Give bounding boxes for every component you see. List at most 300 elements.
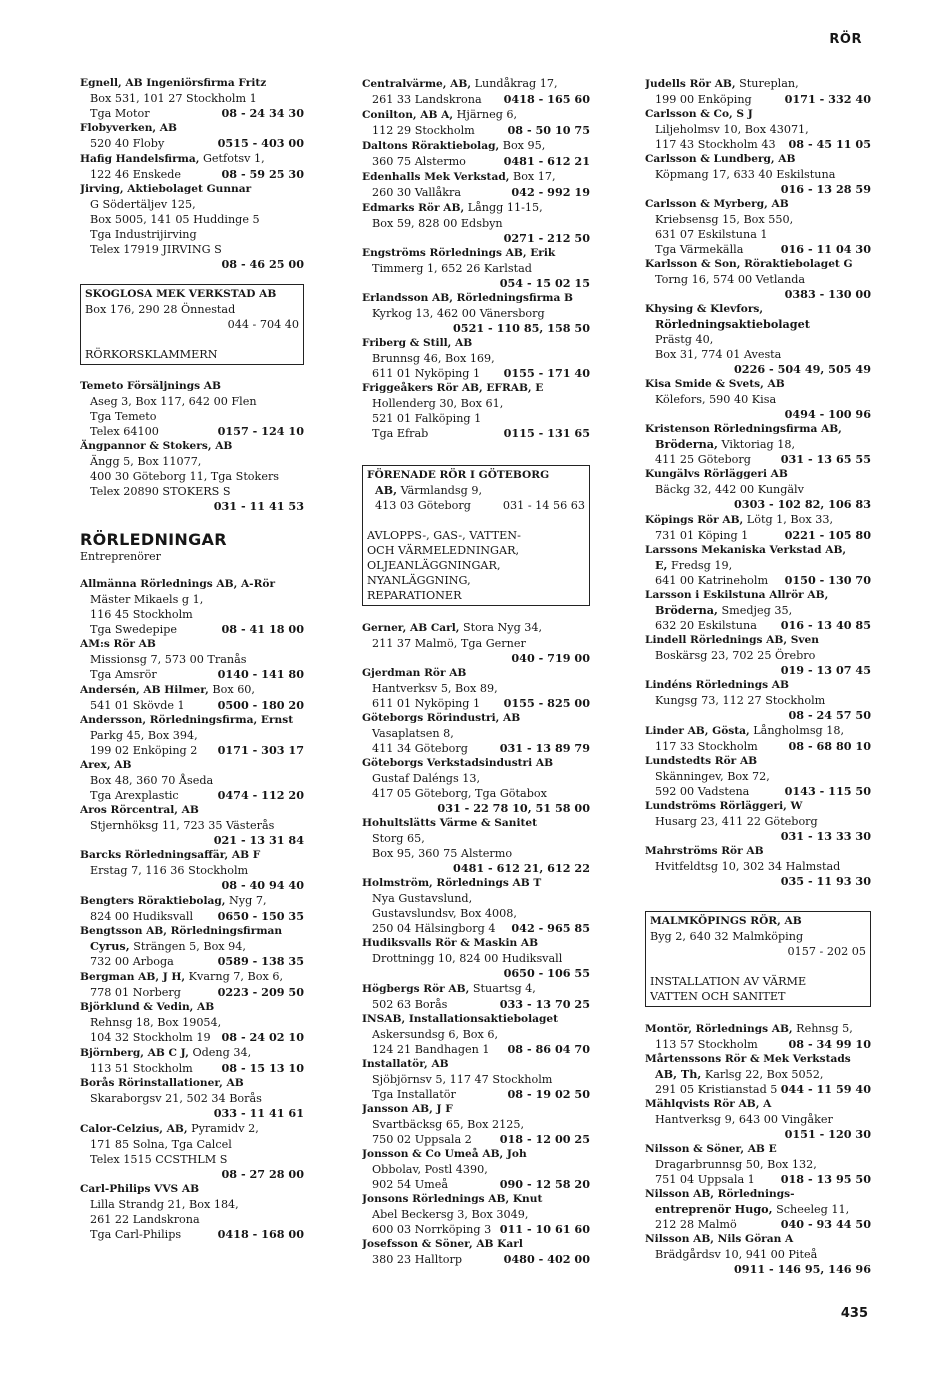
box-company-name: SKOGLOSA MEK VERKSTAD AB <box>85 288 277 300</box>
company-name <box>362 169 590 185</box>
company-name-text: Aros Rörcentral, AB <box>80 804 199 816</box>
column-1 <box>82 76 304 1242</box>
page-number: 435 <box>840 1306 868 1321</box>
postal-line: 750 02 Uppsala 2 <box>372 1133 472 1146</box>
box-service-line: OCH VÄRMELEDNINGAR, <box>367 544 520 557</box>
postal-line: 113 51 Stockholm <box>90 1062 193 1075</box>
directory-entry <box>364 666 590 711</box>
company-name-text: Göteborgs Rörindustri, AB <box>362 712 521 724</box>
company-name-text: Egnell, AB Ingeniörsfirma Fritz <box>80 77 267 89</box>
box-tagline: RÖRKORSKLAMMERN <box>85 348 218 361</box>
entry-final-line <box>82 743 304 758</box>
directory-entry <box>647 377 871 422</box>
phone-number: 0221 - 105 80 <box>784 528 871 542</box>
directory-entry <box>364 1012 590 1057</box>
company-name <box>80 439 304 454</box>
directory-entry <box>364 291 590 336</box>
address-line: Telex 17919 JIRVING S <box>90 243 222 256</box>
box-service-line: OLJEANLÄGGNINGAR, <box>367 559 501 572</box>
company-name-text: Hafig Handelsfirma, <box>80 153 200 165</box>
entry-final-line <box>647 137 871 152</box>
company-name <box>80 893 304 909</box>
phone-number: 018 - 12 00 25 <box>499 1132 590 1146</box>
phone-number: 042 - 992 19 <box>511 185 590 199</box>
address-text: Getfotsv 1, <box>199 152 265 165</box>
directory-entry <box>647 678 871 723</box>
box-service-line: AVLOPPS-, GAS-, VATTEN- <box>367 529 521 542</box>
postal-line: 199 00 Enköping <box>655 93 752 106</box>
phone-number: 0271 - 212 50 <box>503 231 590 245</box>
company-name <box>362 1192 590 1207</box>
directory-entry <box>647 543 871 588</box>
address-line: 631 07 Eskilstuna 1 <box>655 228 768 241</box>
directory-entry <box>364 876 590 936</box>
directory-entry <box>364 620 590 666</box>
company-name-text: Rörledningsaktiebolaget <box>655 317 810 331</box>
phone-number: 0151 - 120 30 <box>784 1127 871 1141</box>
company-name <box>645 422 871 437</box>
company-name-text: Ängpannor & Stokers, AB <box>80 440 233 452</box>
company-name <box>645 302 871 317</box>
address-line: Sjöbjörnsv 5, 117 47 Stockholm <box>372 1073 553 1086</box>
address-line: Box 48, 360 70 Åseda <box>90 774 214 787</box>
phone-number: 08 - 24 02 10 <box>221 1030 304 1044</box>
phone-number: 0115 - 131 65 <box>503 426 590 440</box>
entry-final-line <box>82 499 304 514</box>
company-name-text: Bengters Röraktiebolag, <box>80 895 226 907</box>
company-name <box>645 107 871 122</box>
address-line: Köpmang 17, 633 40 Eskilstuna <box>655 168 836 181</box>
directory-entry <box>647 1232 871 1277</box>
directory-entry <box>647 1021 871 1052</box>
phone-number: 0418 - 165 60 <box>503 92 590 106</box>
directory-entry <box>647 1142 871 1187</box>
address-line: Kyrkog 13, 462 00 Vänersborg <box>372 307 545 320</box>
address-text: Nyg 7, <box>225 894 267 907</box>
entry-final-line <box>82 667 304 682</box>
phone-number: 0474 - 112 20 <box>217 788 304 802</box>
company-name-text: Carlsson & Co, S J <box>645 108 753 120</box>
entry-final-line <box>364 1042 590 1057</box>
entry-final-line <box>82 136 304 151</box>
entry-final-line <box>647 784 871 799</box>
phone-number: 0481 - 612 21 <box>503 154 590 168</box>
company-name-text: Lindéns Rörlednings AB <box>645 679 789 691</box>
directory-entry <box>647 302 871 377</box>
postal-line: 104 32 Stockholm 19 <box>90 1031 211 1044</box>
postal-line: 902 54 Umeå <box>372 1178 449 1191</box>
company-name-text: entreprenör Hugo, <box>655 1202 773 1216</box>
postal-line: 732 00 Arboga <box>90 955 174 968</box>
company-name <box>80 1121 304 1137</box>
directory-entry <box>82 1045 304 1076</box>
postal-line: 611 01 Nyköping 1 <box>372 697 481 710</box>
phone-number: 08 - 68 80 10 <box>788 739 871 753</box>
company-name <box>80 1045 304 1061</box>
company-name <box>645 1052 871 1067</box>
company-name <box>80 637 304 652</box>
directory-entry <box>364 1147 590 1192</box>
company-name <box>362 816 590 831</box>
box-company-name: MALMKÖPINGS RÖR, AB <box>650 915 802 927</box>
company-name <box>645 1187 871 1202</box>
directory-entry <box>364 246 590 291</box>
entry-final-line <box>82 1227 304 1242</box>
company-name-text: Friberg & Still, AB <box>362 337 473 349</box>
company-name-text: Bröderna, <box>655 603 718 617</box>
directory-entry <box>82 893 304 924</box>
phone-number: 0589 - 138 35 <box>217 954 304 968</box>
phone-number: 031 - 13 89 79 <box>499 741 590 755</box>
company-name <box>645 377 871 392</box>
company-name <box>80 1182 304 1197</box>
postal-line: 112 29 Stockholm <box>372 124 475 137</box>
company-name <box>80 758 304 773</box>
address-line: Dragarbrunnsg 50, Box 132, <box>655 1158 817 1171</box>
postal-line: 291 05 Kristianstad 5 <box>655 1083 778 1096</box>
directory-entry <box>82 637 304 682</box>
postal-line: Tga Värmekälla <box>655 243 744 256</box>
phone-number: 0223 - 209 50 <box>217 985 304 999</box>
box-phone: 044 - 704 40 <box>227 318 299 331</box>
entry-final-line <box>364 1222 590 1237</box>
phone-number: 0140 - 141 80 <box>217 667 304 681</box>
entry-final-line <box>647 452 871 467</box>
company-name-text: Barcks Rörledningsaffär, AB F <box>80 849 261 861</box>
phone-number: 019 - 13 07 45 <box>780 663 871 677</box>
entry-final-line <box>647 708 871 723</box>
address-text: Rehnsg 5, <box>792 1022 853 1035</box>
box-service-line: NYANLÄGGNING, <box>367 574 471 587</box>
company-name-text: Jirving, Aktiebolaget Gunnar <box>80 183 252 195</box>
directory-entry <box>647 723 871 754</box>
directory-entry <box>364 1102 590 1147</box>
box-address-line: Byg 2, 640 32 Malmköping <box>650 930 804 943</box>
company-name-text: Bengtsson AB, Rörledningsfirman <box>80 925 283 937</box>
address-line: Telex 1515 CCSTHLM S <box>90 1153 228 1166</box>
address-line: Gustavslundsv, Box 4008, <box>372 907 517 920</box>
company-name-text: Flobyverken, AB <box>80 122 177 134</box>
entry-final-line <box>82 167 304 182</box>
address-line: Abel Beckersg 3, Box 3049, <box>372 1208 529 1221</box>
phone-number: 0650 - 106 55 <box>503 966 590 980</box>
company-name <box>362 1057 590 1072</box>
company-name-text: Engströms Rörlednings AB, Erik <box>362 247 556 259</box>
phone-number: 08 - 27 28 00 <box>221 1167 304 1181</box>
postal-line: 117 33 Stockholm <box>655 740 758 753</box>
entry-final-line <box>647 528 871 543</box>
address-text: Odeng 34, <box>188 1046 252 1059</box>
postal-line: Tga Swedepipe <box>90 623 178 636</box>
directory-entry <box>82 76 304 121</box>
postal-line: 541 01 Skövde 1 <box>90 699 185 712</box>
postal-line: 113 57 Stockholm <box>655 1038 758 1051</box>
directory-entry <box>82 682 304 713</box>
company-name-text: Nilsson AB, Rörlednings- <box>645 1188 795 1200</box>
company-name <box>80 682 304 698</box>
address-line: Ängg 5, Box 11077, <box>90 455 202 468</box>
phone-number: 08 - 19 02 50 <box>507 1087 590 1101</box>
company-name <box>80 924 304 939</box>
address-line: Kriebsensg 15, Box 550, <box>655 213 794 226</box>
address-line: Mäster Mikaels g 1, <box>90 593 204 606</box>
company-name-text: Carl-Philips VVS AB <box>80 1183 200 1195</box>
entry-final-line <box>647 362 871 377</box>
phone-number: 0171 - 303 17 <box>217 743 304 757</box>
address-text: Lötg 1, Box 33, <box>743 513 834 526</box>
directory-entry <box>647 152 871 197</box>
company-name-cont <box>82 939 304 954</box>
company-name <box>80 713 304 728</box>
address-line: Timmerg 1, 652 26 Karlstad <box>372 262 532 275</box>
entry-final-line <box>364 651 590 666</box>
company-name <box>80 121 304 136</box>
address-line: Tga Temeto <box>90 410 157 423</box>
entry-final-line <box>364 696 590 711</box>
postal-line: Tga Amsrör <box>90 668 157 681</box>
address-line: Hantverksv 5, Box 89, <box>372 682 498 695</box>
company-name <box>645 197 871 212</box>
advertisement-box <box>80 284 304 365</box>
postal-line: Tga Arexplastic <box>90 789 179 802</box>
entry-final-line <box>82 257 304 272</box>
company-name-text: Kisa Smide & Svets, AB <box>645 378 785 390</box>
entry-final-line <box>647 618 871 633</box>
company-name-text: Bergman AB, J H, <box>80 971 186 983</box>
phone-number: 033 - 13 70 25 <box>499 997 590 1011</box>
company-name-cont <box>647 1202 871 1217</box>
directory-entry <box>647 1187 871 1232</box>
address-line: Torng 16, 574 00 Vetlanda <box>655 273 806 286</box>
phone-number: 040 - 719 00 <box>511 651 590 665</box>
postal-line: 124 21 Bandhagen 1 <box>372 1043 490 1056</box>
directory-entry <box>364 381 590 441</box>
phone-number: 0157 - 124 10 <box>217 424 304 438</box>
entry-final-line <box>82 788 304 803</box>
phone-number: 0155 - 171 40 <box>503 366 590 380</box>
entry-final-line <box>364 1132 590 1147</box>
address-line: Askersundsg 6, Box 6, <box>372 1028 499 1041</box>
entry-final-line <box>82 878 304 893</box>
directory-entry <box>647 107 871 152</box>
company-name <box>645 1142 871 1157</box>
address-line: Gustaf Daléngs 13, <box>372 772 481 785</box>
address-line: Lilla Strandg 21, Box 184, <box>90 1198 239 1211</box>
address-line: Missionsg 7, 573 00 Tranås <box>90 653 247 666</box>
address-line: Erstag 7, 116 36 Stockholm <box>90 864 249 877</box>
company-name-text: Mårtenssons Rör & Mek Verkstads <box>645 1053 851 1065</box>
postal-line: 260 30 Vallåkra <box>372 186 462 199</box>
company-name-text: Lindell Rörlednings AB, Sven <box>645 634 819 646</box>
directory-entry <box>364 107 590 138</box>
entry-final-line <box>647 1172 871 1187</box>
address-text: Kvarng 7, Box 6, <box>185 970 284 983</box>
address-line: Aseg 3, Box 117, 642 00 Flen <box>90 395 257 408</box>
company-name <box>362 1147 590 1162</box>
company-name <box>645 467 871 482</box>
company-name-text: Gjerdman Rör AB <box>362 667 467 679</box>
company-name <box>645 1232 871 1247</box>
directory-entry <box>647 799 871 844</box>
company-name <box>645 76 871 92</box>
address-line: G Södertäljev 125, <box>90 198 196 211</box>
directory-entry <box>82 182 304 272</box>
address-line: Tga Industrijirving <box>90 228 197 241</box>
entry-final-line <box>647 242 871 257</box>
company-name-text: Arex, AB <box>80 759 132 771</box>
address-text: Karlsg 22, Box 5052, <box>701 1068 824 1081</box>
company-name <box>645 543 871 558</box>
phone-number: 040 - 93 44 50 <box>780 1217 871 1231</box>
company-name-text: Hohultslätts Värme & Sanitet <box>362 817 538 829</box>
company-name-text: Holmström, Rörlednings AB T <box>362 877 542 889</box>
postal-line: 731 01 Köping 1 <box>655 529 749 542</box>
address-line: Brädgårdsv 10, 941 00 Piteå <box>655 1248 818 1261</box>
company-name <box>80 76 304 91</box>
postal-line: Tga Carl-Philips <box>90 1228 182 1241</box>
directory-entry <box>364 756 590 816</box>
phone-number: 031 - 13 65 55 <box>780 452 871 466</box>
phone-number: 08 - 46 25 00 <box>221 257 304 271</box>
postal-line: 824 00 Hudiksvall <box>90 910 194 923</box>
box-address-line: Box 176, 290 28 Önnestad <box>85 303 236 316</box>
company-name <box>645 844 871 859</box>
company-name-text: Montör, Rörlednings AB, <box>645 1023 793 1035</box>
postal-line: Tga Installatör <box>372 1088 456 1101</box>
address-line: Svartbäcksg 65, Box 2125, <box>372 1118 525 1131</box>
address-line: Skänningev, Box 72, <box>655 770 770 783</box>
company-name-text: Installatör, AB <box>362 1058 449 1070</box>
postal-line: 778 01 Norberg <box>90 986 181 999</box>
box-postal-line: 413 03 Göteborg <box>375 499 471 512</box>
entry-final-line <box>647 182 871 197</box>
directory-entry <box>647 257 871 302</box>
postal-line: 592 00 Vadstena <box>655 785 750 798</box>
company-name <box>362 138 590 154</box>
entry-final-line <box>82 909 304 924</box>
entry-final-line <box>647 874 871 889</box>
company-name-text: Gerner, AB Carl, <box>362 622 460 634</box>
company-name <box>362 1102 590 1117</box>
directory-entry <box>82 1182 304 1242</box>
phone-number: 08 - 86 04 70 <box>507 1042 590 1056</box>
entry-final-line <box>647 287 871 302</box>
postal-line: 641 00 Katrineholm <box>655 574 769 587</box>
address-line: Hollenderg 30, Box 61, <box>372 397 504 410</box>
postal-line: 122 46 Enskede <box>90 168 181 181</box>
box-phone: 031 - 14 56 63 <box>502 499 585 512</box>
column-3 <box>647 76 871 1277</box>
address-text: Strängen 5, Box 94, <box>129 940 246 953</box>
box-service-line: VATTEN OCH SANITET <box>650 990 786 1003</box>
address-text: Långg 11-15, <box>464 201 543 214</box>
address-line: Parkg 45, Box 394, <box>90 729 198 742</box>
company-name-cont <box>647 317 871 332</box>
company-name-text: Högbergs Rör AB, <box>362 983 470 995</box>
postal-line: 117 43 Stockholm 43 <box>655 138 776 151</box>
company-name-text: Carlsson & Myrberg, AB <box>645 198 789 210</box>
entry-final-line <box>647 497 871 512</box>
company-name <box>645 633 871 648</box>
company-name-text: Nilsson & Söner, AB E <box>645 1143 777 1155</box>
company-name-text: Andersson, Rörledningsfirma, Ernst <box>80 714 294 726</box>
postal-line: 600 03 Norrköping 3 <box>372 1223 492 1236</box>
entry-final-line <box>364 921 590 936</box>
company-name <box>362 1012 590 1027</box>
directory-entry <box>364 936 590 981</box>
company-name <box>645 799 871 814</box>
company-name <box>362 336 590 351</box>
phone-number: 08 - 41 18 00 <box>221 622 304 636</box>
company-name <box>645 1021 871 1037</box>
company-name <box>362 1237 590 1252</box>
phone-number: 08 - 50 10 75 <box>507 123 590 137</box>
entry-final-line <box>647 829 871 844</box>
company-name <box>80 379 304 394</box>
address-line: 261 22 Landskrona <box>90 1213 200 1226</box>
entry-final-line <box>647 1217 871 1232</box>
address-line: 211 37 Malmö, Tga Gerner <box>372 637 526 650</box>
box-company-name: FÖRENADE RÖR I GÖTEBORG <box>367 469 550 481</box>
box-company-name-cont: AB, <box>375 483 398 497</box>
entry-final-line <box>82 622 304 637</box>
company-name <box>362 381 590 396</box>
section-title: RÖRLEDNINGAR <box>80 530 227 549</box>
company-name <box>362 936 590 951</box>
entry-list <box>82 379 304 514</box>
company-name <box>362 246 590 261</box>
address-line: Brunnsg 46, Box 169, <box>372 352 495 365</box>
company-name-text: Nilsson AB, Nils Göran A <box>645 1233 794 1245</box>
section-subtitle: Entreprenörer <box>80 550 161 563</box>
address-text: Box 95, <box>499 139 546 152</box>
directory-entry <box>647 844 871 889</box>
postal-line: 520 40 Floby <box>90 137 165 150</box>
phone-number: 0500 - 180 20 <box>217 698 304 712</box>
phone-number: 016 - 11 04 30 <box>780 242 871 256</box>
entry-final-line <box>82 424 304 439</box>
address-text: Pyramidv 2, <box>187 1122 259 1135</box>
phone-number: 0494 - 100 96 <box>784 407 871 421</box>
directory-entry <box>364 816 590 876</box>
address-text: Lundåkrag 17, <box>471 77 558 90</box>
postal-line: 411 25 Göteborg <box>655 453 751 466</box>
directory-entry <box>82 1076 304 1121</box>
company-name-cont <box>647 558 871 573</box>
entry-final-line <box>647 739 871 754</box>
phone-number: 08 - 45 11 05 <box>788 137 871 151</box>
phone-number: 042 - 965 85 <box>511 921 590 935</box>
address-text: Box 60, <box>208 683 255 696</box>
entry-final-line <box>82 1030 304 1045</box>
entry-final-line <box>82 106 304 121</box>
company-name <box>645 1097 871 1112</box>
phone-number: 031 - 11 41 53 <box>213 499 304 513</box>
entry-final-line <box>647 1262 871 1277</box>
directory-entry <box>364 1057 590 1102</box>
address-line: 400 30 Göteborg 11, Tga Stokers <box>90 470 280 483</box>
address-line: Box 5005, 141 05 Huddinge 5 <box>90 213 260 226</box>
company-name <box>362 981 590 997</box>
directory-entry <box>647 1052 871 1097</box>
directory-entry <box>364 1237 590 1267</box>
company-name <box>80 848 304 863</box>
entry-final-line <box>647 1082 871 1097</box>
company-name-cont <box>647 437 871 452</box>
company-name-text: Cyrus, <box>90 939 130 953</box>
entry-final-line <box>647 1037 871 1052</box>
phone-number: 035 - 11 93 30 <box>780 874 871 888</box>
